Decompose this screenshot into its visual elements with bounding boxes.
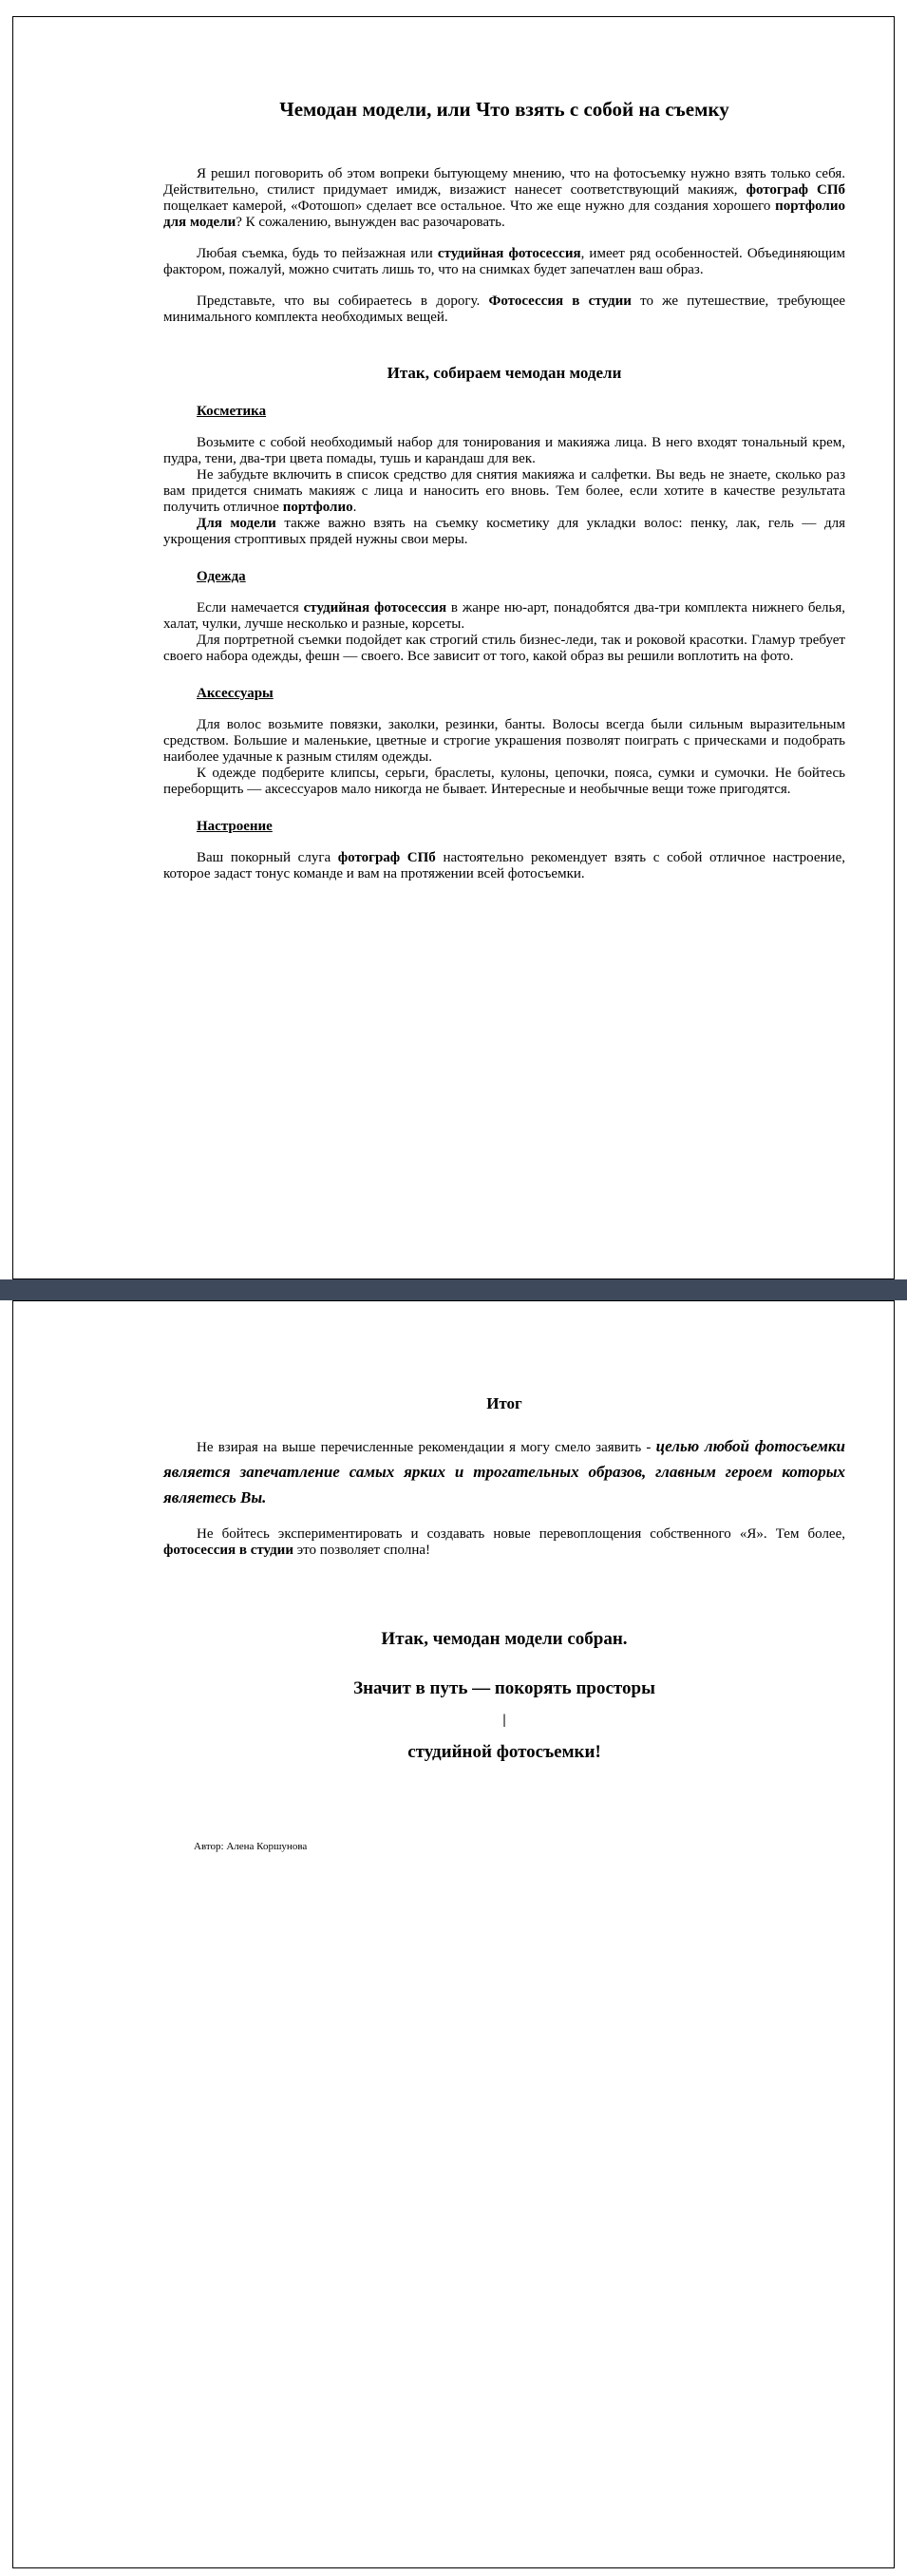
paragraph: Для портретной съемки подойдет как строгий стиль бизнес-леди, так и роковой красотки. Гламур требует своего набора одежды, фешн — своего. Все зависит от того, какой образ вы решили воплотить на фото.: [163, 633, 845, 664]
paragraph: Если намечается студийная фотосессия в жанре ню-арт, понадобятся два-три комплекта нижнего белья, халат, чулки, лучше несколько и разные, корсеты.: [163, 600, 846, 632]
page-separator: [0, 1279, 907, 1300]
author-line: Автор: Алена Коршунова: [194, 1841, 308, 1852]
subsection-heading-cosmetics: Косметика: [197, 404, 267, 419]
intro-paragraph-2: Любая съемка, будь то пейзажная или студийная фотосессия, имеет ряд особенностей. Объединяющим фактором, пожалуй, можно считать лишь то, что на снимках будет запечатлен ваш образ.: [163, 246, 845, 277]
summary-heading: Итог: [486, 1394, 522, 1412]
paragraph: Не забудьте включить в список средство для снятия макияжа и салфетки. Вы ведь не знаете, сколько раз вам придется снимать макияж с лица и наносить его вновь. Тем более, если хотите в качестве результата получить отличное портфолио.: [163, 467, 845, 515]
page-2: [12, 1300, 895, 2568]
page-1: [12, 16, 895, 1279]
paragraph: Для модели также важно взять на съемку косметику для укладки волос: пенку, лак, гель — для укрощения строптивых прядей нужны свои меры.: [163, 516, 845, 547]
cursor-bar: |: [502, 1713, 506, 1728]
document-title: Чемодан модели, или Что взять с собой на съемку: [279, 98, 729, 121]
closing-line-1: Итак, чемодан модели собран.: [381, 1629, 628, 1649]
subsection-heading-accessories: Аксессуары: [197, 686, 274, 701]
subsection-heading-clothes: Одежда: [197, 569, 246, 584]
intro-paragraph-3: Представьте, что вы собираетесь в дорогу. Фотосессия в студии то же путешествие, требующее минимального комплекта необходимых вещей.: [163, 294, 846, 325]
summary-paragraph-2: Не бойтесь экспериментировать и создавать новые перевоплощения собственного «Я». Тем более, фотосессия в студии это позволяет сполна!: [163, 1526, 845, 1558]
summary-paragraph-1: Не взирая на выше перечисленные рекомендации я могу смело заявить - целью любой фотосъемки является запечатление самых ярких и трогательных образов, главным героем которых являетесь Вы.: [163, 1437, 846, 1506]
paragraph: К одежде подберите клипсы, серьги, браслеты, кулоны, цепочки, пояса, сумки и сумочки. Не бойтесь переборщить — аксессуаров мало никогда не бывает. Интересные и необычные вещи тоже пригодятся.: [163, 766, 845, 797]
closing-line-2: Значит в путь — покорять просторы: [353, 1678, 655, 1698]
paragraph: Возьмите с собой необходимый набор для тонирования и макияжа лица. В него входят тональный крем, пудра, тени, два-три цвета помады, тушь и карандаш для век.: [163, 435, 845, 466]
closing-line-3: студийной фотосъемки!: [407, 1742, 601, 1762]
chapter-heading: Итак, собираем чемодан модели: [387, 364, 622, 382]
subsection-heading-mood: Настроение: [197, 819, 273, 834]
intro-paragraph-1: Я решил поговорить об этом вопреки бытующему мнению, что на фотосъемку нужно взять только себя. Действительно, стилист придумает имидж, визажист нанесет соответствующий макияж, фотограф СПб пощелкает камерой, «Фотошоп» сделает все остальное. Что же еще нужно для создания хорошего портфолио для модели? К сожалению, вынужден вас разочаровать.: [163, 166, 846, 230]
paragraph: Ваш покорный слуга фотограф СПб настоятельно рекомендует взять с собой отличное настроение, которое задаст тонус команде и вам на протяжении всей фотосъемки.: [163, 850, 845, 881]
paragraph: Для волос возьмите повязки, заколки, резинки, банты. Волосы всегда были сильным выразительным средством. Большие и маленькие, цветные и строгие украшения позволят поиграть с прическами и подобрать наиболее удачные к разным стилям одежды.: [163, 717, 845, 765]
